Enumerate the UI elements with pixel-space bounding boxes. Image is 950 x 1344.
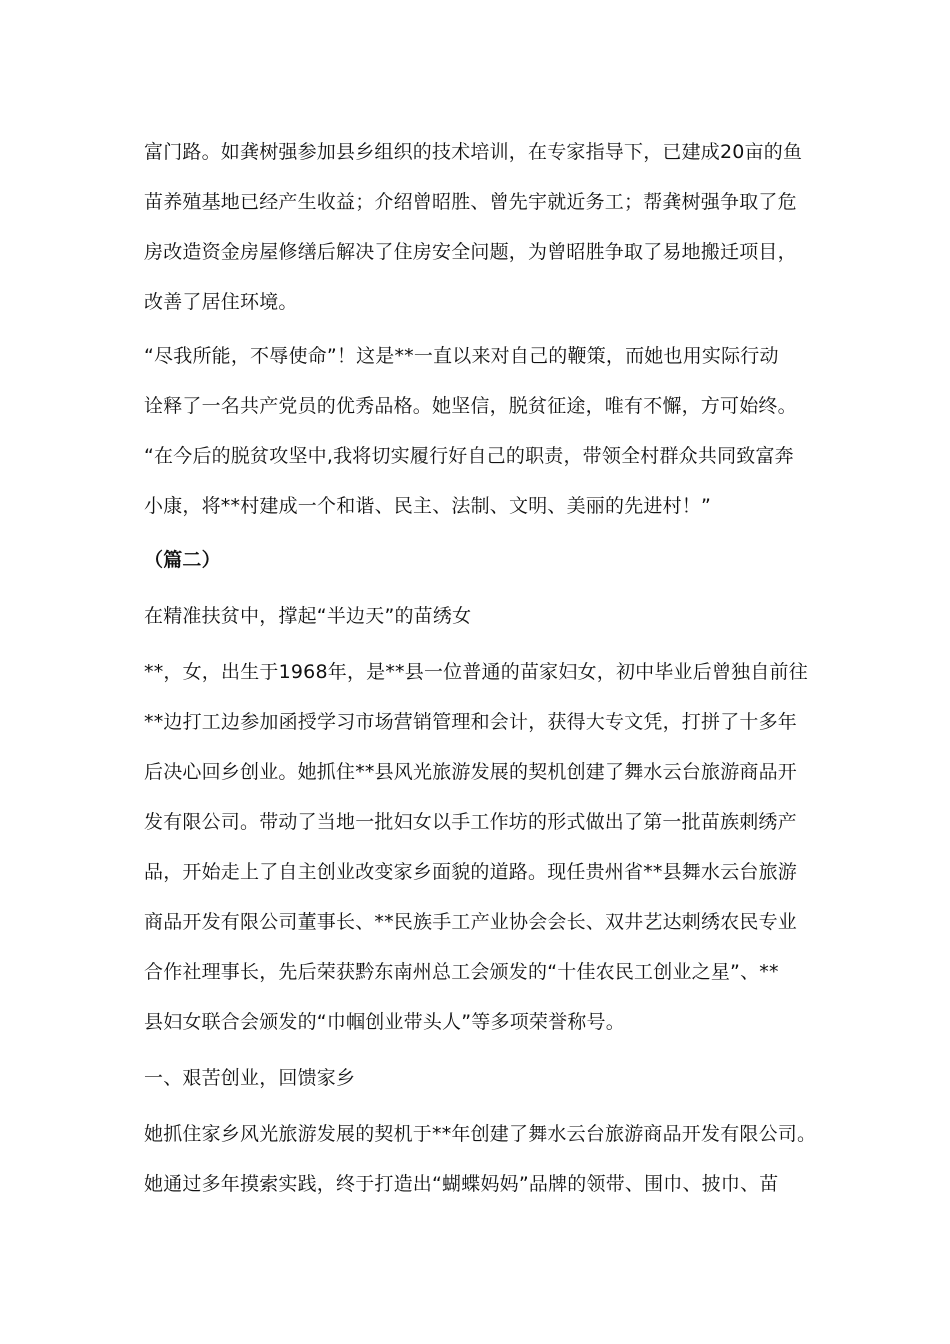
text-line: **，女，出生于1968年，是**县一位普通的苗家妇女，初中毕业后曾独自前往 [144, 661, 808, 683]
text-line: 她通过多年摸索实践，终于打造出“蝴蝶妈妈”品牌的领带、围巾、披巾、苗 [144, 1173, 779, 1195]
paragraph-poverty-help-results [144, 127, 814, 327]
article-title-text: 在精准扶贫中，撑起“半边天”的苗绣女 [144, 605, 472, 627]
text-line: 她抓住家乡风光旅游发展的契机于**年创建了舞水云台旅游商品开发有限公司。 [144, 1123, 817, 1145]
text-line: 商品开发有限公司董事长、**民族手工产业协会会长、双井艺达刺绣农民专业 [144, 911, 798, 933]
paragraph-mission-quote [144, 331, 814, 531]
text-line: 房改造资金房屋修缮后解决了住房安全问题，为曾昭胜争取了易地搬迁项目， [144, 241, 797, 263]
text-line: 诠释了一名共产党员的优秀品格。她坚信，脱贫征途，唯有不懈，方可始终。 [144, 395, 797, 417]
text-line: 发有限公司。带动了当地一批妇女以手工作坊的形式做出了第一批苗族刺绣产 [144, 811, 797, 833]
text-line: 品，开始走上了自主创业改变家乡面貌的道路。现任贵州省**县舞水云台旅游 [144, 861, 798, 883]
subsection-heading-text: 一、艰苦创业，回馈家乡 [144, 1067, 356, 1089]
paragraph-company-founding [144, 1109, 817, 1209]
text-line: 合作社理事长，先后荣获黔东南州总工会颁发的“十佳农民工创业之星”、** [144, 961, 779, 983]
section-heading: （篇二） [144, 549, 221, 571]
text-line: **边打工边参加函授学习市场营销管理和会计，获得大专文凭，打拼了十多年 [144, 711, 798, 733]
text-line: 后决心回乡创业。她抓住**县风光旅游发展的契机创建了舞水云台旅游商品开 [144, 761, 798, 783]
subsection-heading [144, 1053, 814, 1103]
article-title [144, 591, 814, 641]
text-line: 县妇女联合会颁发的“巾帼创业带头人”等多项荣誉称号。 [144, 1011, 625, 1033]
text-line: “尽我所能，不辱使命”！这是**一直以来对自己的鞭策，而她也用实际行动 [144, 345, 779, 367]
text-line: 富门路。如龚树强参加县乡组织的技术培训，在专家指导下，已建成20亩的鱼 [144, 141, 803, 163]
paragraph-biography [144, 647, 814, 1047]
text-line: 苗养殖基地已经产生收益；介绍曾昭胜、曾先宇就近务工；帮龚树强争取了危 [144, 191, 797, 213]
section-heading-part-two [144, 535, 814, 585]
text-line: “在今后的脱贫攻坚中,我将切实履行好自己的职责，带领全村群众共同致富奔 [144, 445, 794, 467]
text-line: 小康，将**村建成一个和谐、民主、法制、文明、美丽的先进村！” [144, 495, 712, 517]
text-line: 改善了居住环境。 [144, 291, 298, 313]
